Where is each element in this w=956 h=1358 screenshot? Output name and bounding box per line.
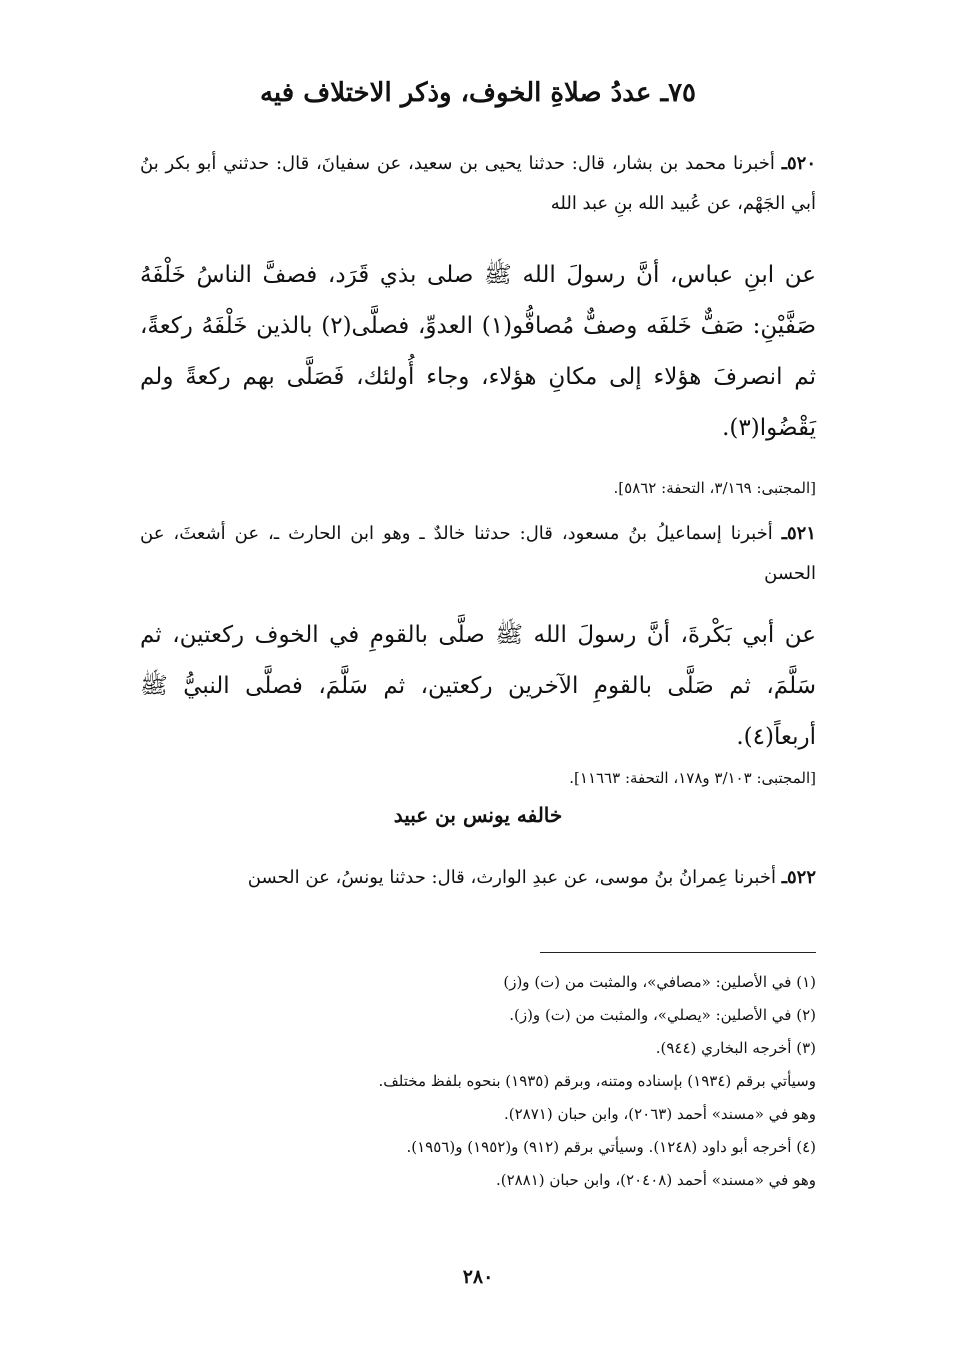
footnote-3-continued-2: وهو في «مسند» أحمد (٢٠٦٣)، وابن حبان (٢٨٧١). (504, 1105, 816, 1123)
hadith-520-isnad (140, 144, 816, 224)
footnote-4: (٤) أخرجه أبو داود (١٢٤٨). وسيأتي برقم (٩١٢) و(١٩٥٢) و(١٩٥٦). (406, 1138, 816, 1156)
footnote-1: (١) في الأصلين: «مصافي»، والمثبت من (ت) و(ز) (503, 973, 816, 991)
hadith-521-isnad (140, 514, 816, 594)
hadith-522-isnad (140, 858, 816, 898)
footnote-3: (٣) أخرجه البخاري (٩٤٤). (655, 1039, 816, 1057)
hadith-522-isnad-text: أخبرنا عِمرانُ بنُ موسى، عن عبدِ الوارث، قال: حدثنا يونسُ، عن الحسن (247, 867, 776, 888)
sub-heading: خالفه يونس بن عبيد (393, 803, 563, 827)
hadith-520-matn: عن ابنِ عباس، أنَّ رسولَ الله ﷺ صلى بذي قَرَد، فصفَّ الناسُ خَلْفَهُ صَفَّيْنِ: صَفٌّ خَلفَه وصفٌّ مُصافُّو(١) العدوِّ، فصلَّى(٢) بالذين خَلْفَهُ ركعةً، ثم انصرفَ هؤلاء إلى مكانِ هؤلاء، وجاء أُولئك، فَصَلَّى بهم ركعةً ولم يَقْضُوا(٣). (140, 262, 817, 441)
footnote-3-continued: وسيأتي برقم (١٩٣٤) بإسناده ومتنه، وبرقم (١٩٣٥) بنحوه بلفظ مختلف. (378, 1072, 816, 1090)
footnotes (140, 966, 816, 1197)
page-number: ٢٨٠ (462, 1266, 494, 1288)
hadith-520-reference: [المجتبى: ٣/١٦٩، التحفة: ٥٨٦٢]. (613, 479, 816, 497)
hadith-520-isnad-text: أخبرنا محمد بن بشار، قال: حدثنا يحيى بن سعيد، عن سفيانَ، قال: حدثني أبو بكر بنُ أبي الجَهْم، عن عُبيد الله بنِ عبد الله (140, 153, 816, 214)
hadith-521-matn: عن أبي بَكْرةَ، أنَّ رسولَ الله ﷺ صلَّى بالقومِ في الخوف ركعتين، ثم سَلَّمَ، ثم صَلَّى بالقومِ الآخرين ركعتين، ثم سَلَّمَ، فصلَّى النبيُّ ﷺ أربعاً(٤). (140, 622, 816, 750)
footnote-divider (540, 952, 816, 953)
hadith-522-number: ٥٢٢ـ (781, 867, 816, 888)
hadith-520-number: ٥٢٠ـ (781, 153, 816, 174)
footnote-2: (٢) في الأصلين: «يصلي»، والمثبت من (ت) و(ز). (509, 1006, 816, 1024)
chapter-title: ٧٥ـ عددُ صلاةِ الخوف، وذكر الاختلاف فيه (259, 78, 697, 108)
hadith-521-reference: [المجتبى: ٣/١٠٣ و١٧٨، التحفة: ١١٦٦٣]. (569, 769, 816, 787)
hadith-521-number: ٥٢١ـ (781, 523, 816, 544)
footnote-4-continued: وهو في «مسند» أحمد (٢٠٤٠٨)، وابن حبان (٢٨٨١). (495, 1171, 816, 1189)
hadith-521-isnad-text: أخبرنا إسماعيلُ بنُ مسعود، قال: حدثنا خالدٌ ـ وهو ابن الحارث ـ، عن أشعثَ، عن الحسن (140, 523, 816, 584)
